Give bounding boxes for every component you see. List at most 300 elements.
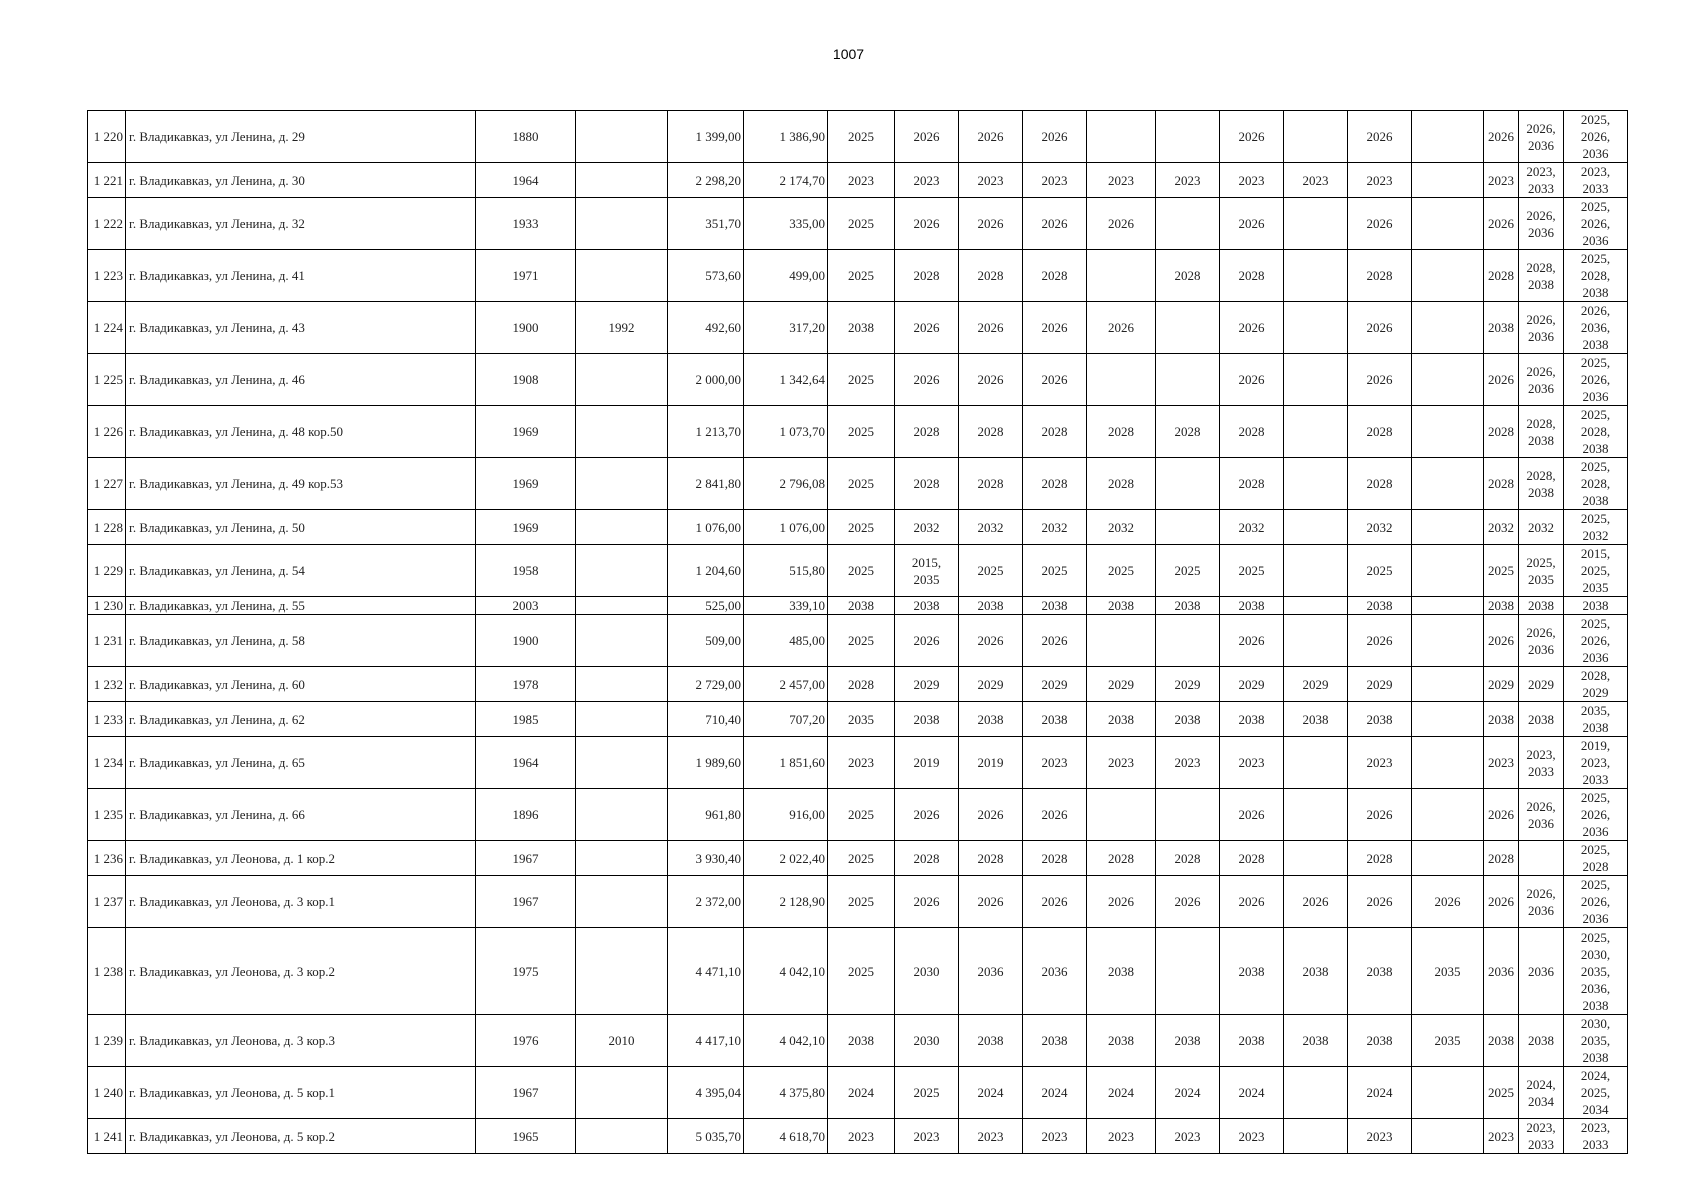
cell-work-year-9: 2038	[1348, 1015, 1412, 1067]
cell-work-year-8	[1284, 406, 1348, 458]
cell-year-renovated	[576, 250, 668, 302]
cell-work-year-4: 2036	[1023, 928, 1087, 1015]
table-row	[88, 615, 1628, 667]
cell-total-area: 573,60	[668, 250, 744, 302]
cell-work-year-5: 2029	[1087, 667, 1156, 702]
cell-work-year-9: 2028	[1348, 250, 1412, 302]
cell-work-year-6: 2029	[1156, 667, 1220, 702]
cell-year-built: 1933	[476, 198, 576, 250]
cell-work-year-10	[1412, 737, 1484, 789]
table-row	[88, 111, 1628, 163]
cell-year-built: 1978	[476, 667, 576, 702]
cell-total-area: 2 841,80	[668, 458, 744, 510]
cell-row-number: 1 221	[88, 163, 126, 198]
cell-survey-years: 2026, 2036	[1519, 789, 1564, 841]
cell-survey-years: 2026, 2036	[1519, 354, 1564, 406]
cell-work-year-9: 2023	[1348, 737, 1412, 789]
cell-work-year-10	[1412, 111, 1484, 163]
cell-total-area: 351,70	[668, 198, 744, 250]
cell-work-year-11: 2032	[1484, 510, 1519, 545]
cell-address: г. Владикавказ, ул Ленина, д. 30	[126, 163, 476, 198]
cell-work-year-11: 2026	[1484, 615, 1519, 667]
cell-row-number: 1 222	[88, 198, 126, 250]
cell-year-renovated	[576, 702, 668, 737]
cell-survey-years: 2028, 2038	[1519, 406, 1564, 458]
cell-total-area: 2 372,00	[668, 876, 744, 928]
cell-living-area: 1 386,90	[744, 111, 828, 163]
cell-work-year-6: 2028	[1156, 841, 1220, 876]
cell-row-number: 1 238	[88, 928, 126, 1015]
cell-work-year-1: 2035	[828, 702, 895, 737]
table-row	[88, 198, 1628, 250]
cell-work-year-1: 2025	[828, 789, 895, 841]
cell-work-year-3: 2023	[959, 163, 1023, 198]
cell-work-year-4: 2023	[1023, 1119, 1087, 1154]
cell-year-renovated	[576, 111, 668, 163]
cell-work-year-3: 2026	[959, 354, 1023, 406]
cell-year-built: 1969	[476, 458, 576, 510]
cell-work-year-1: 2024	[828, 1067, 895, 1119]
cell-work-year-7: 2026	[1220, 354, 1284, 406]
cell-work-year-10	[1412, 510, 1484, 545]
cell-work-year-7: 2028	[1220, 458, 1284, 510]
cell-work-year-5	[1087, 789, 1156, 841]
cell-work-year-2: 2026	[895, 111, 959, 163]
cell-work-year-4: 2023	[1023, 737, 1087, 789]
cell-survey-years: 2028, 2038	[1519, 250, 1564, 302]
cell-work-year-10	[1412, 250, 1484, 302]
cell-address: г. Владикавказ, ул Ленина, д. 50	[126, 510, 476, 545]
table-row	[88, 458, 1628, 510]
cell-work-year-3: 2024	[959, 1067, 1023, 1119]
cell-work-year-10	[1412, 789, 1484, 841]
cell-work-year-10	[1412, 841, 1484, 876]
table-row	[88, 1067, 1628, 1119]
cell-work-year-9: 2023	[1348, 163, 1412, 198]
cell-work-year-7: 2028	[1220, 250, 1284, 302]
cell-work-year-9: 2024	[1348, 1067, 1412, 1119]
cell-total-area: 4 395,04	[668, 1067, 744, 1119]
cell-work-year-9: 2026	[1348, 111, 1412, 163]
table-row	[88, 702, 1628, 737]
cell-work-year-7: 2038	[1220, 1015, 1284, 1067]
cell-planned-years: 2025, 2026, 2036	[1564, 111, 1628, 163]
cell-work-year-11: 2038	[1484, 702, 1519, 737]
cell-work-year-4: 2026	[1023, 302, 1087, 354]
cell-address: г. Владикавказ, ул Леонова, д. 5 кор.1	[126, 1067, 476, 1119]
cell-work-year-6	[1156, 458, 1220, 510]
cell-work-year-3: 2032	[959, 510, 1023, 545]
cell-year-built: 1967	[476, 841, 576, 876]
cell-planned-years: 2025, 2026, 2036	[1564, 789, 1628, 841]
cell-planned-years: 2025, 2028	[1564, 841, 1628, 876]
cell-survey-years: 2036	[1519, 928, 1564, 1015]
cell-year-built: 1964	[476, 163, 576, 198]
cell-row-number: 1 240	[88, 1067, 126, 1119]
cell-year-built: 1976	[476, 1015, 576, 1067]
cell-work-year-3: 2036	[959, 928, 1023, 1015]
cell-living-area: 1 342,64	[744, 354, 828, 406]
cell-living-area: 4 375,80	[744, 1067, 828, 1119]
cell-planned-years: 2025, 2030, 2035, 2036, 2038	[1564, 928, 1628, 1015]
cell-address: г. Владикавказ, ул Ленина, д. 49 кор.53	[126, 458, 476, 510]
cell-living-area: 2 022,40	[744, 841, 828, 876]
cell-planned-years: 2023, 2033	[1564, 163, 1628, 198]
cell-work-year-7: 2024	[1220, 1067, 1284, 1119]
cell-total-area: 1 076,00	[668, 510, 744, 545]
cell-survey-years: 2032	[1519, 510, 1564, 545]
cell-year-built: 1908	[476, 354, 576, 406]
cell-work-year-7: 2038	[1220, 928, 1284, 1015]
cell-work-year-10	[1412, 406, 1484, 458]
cell-total-area: 525,00	[668, 597, 744, 615]
cell-work-year-3: 2019	[959, 737, 1023, 789]
cell-total-area: 1 213,70	[668, 406, 744, 458]
cell-work-year-4: 2023	[1023, 163, 1087, 198]
cell-work-year-1: 2025	[828, 510, 895, 545]
cell-work-year-2: 2025	[895, 1067, 959, 1119]
cell-work-year-5: 2023	[1087, 163, 1156, 198]
cell-work-year-9: 2032	[1348, 510, 1412, 545]
cell-work-year-7: 2029	[1220, 667, 1284, 702]
table-row	[88, 510, 1628, 545]
cell-year-built: 1958	[476, 545, 576, 597]
cell-work-year-8	[1284, 615, 1348, 667]
cell-work-year-9: 2028	[1348, 406, 1412, 458]
cell-work-year-11: 2023	[1484, 737, 1519, 789]
cell-work-year-1: 2025	[828, 406, 895, 458]
cell-work-year-8: 2026	[1284, 876, 1348, 928]
cell-work-year-11: 2025	[1484, 545, 1519, 597]
cell-year-built: 1965	[476, 1119, 576, 1154]
cell-total-area: 2 298,20	[668, 163, 744, 198]
cell-year-renovated	[576, 667, 668, 702]
cell-year-renovated	[576, 928, 668, 1015]
cell-living-area: 1 076,00	[744, 510, 828, 545]
cell-work-year-3: 2028	[959, 458, 1023, 510]
cell-year-built: 1880	[476, 111, 576, 163]
cell-total-area: 961,80	[668, 789, 744, 841]
cell-work-year-2: 2030	[895, 1015, 959, 1067]
cell-work-year-6: 2028	[1156, 406, 1220, 458]
cell-living-area: 499,00	[744, 250, 828, 302]
cell-planned-years: 2025, 2028, 2038	[1564, 458, 1628, 510]
cell-work-year-4: 2038	[1023, 1015, 1087, 1067]
cell-work-year-10	[1412, 163, 1484, 198]
cell-work-year-6	[1156, 354, 1220, 406]
cell-work-year-4: 2026	[1023, 198, 1087, 250]
cell-row-number: 1 224	[88, 302, 126, 354]
cell-work-year-4: 2024	[1023, 1067, 1087, 1119]
cell-year-renovated	[576, 354, 668, 406]
cell-work-year-1: 2025	[828, 615, 895, 667]
cell-living-area: 2 457,00	[744, 667, 828, 702]
cell-work-year-11: 2025	[1484, 1067, 1519, 1119]
cell-work-year-10	[1412, 667, 1484, 702]
cell-work-year-4: 2028	[1023, 458, 1087, 510]
table-row	[88, 163, 1628, 198]
cell-address: г. Владикавказ, ул Леонова, д. 3 кор.1	[126, 876, 476, 928]
cell-survey-years: 2026, 2036	[1519, 111, 1564, 163]
table-row	[88, 928, 1628, 1015]
cell-planned-years: 2038	[1564, 597, 1628, 615]
cell-living-area: 485,00	[744, 615, 828, 667]
cell-year-renovated: 2010	[576, 1015, 668, 1067]
cell-work-year-5: 2026	[1087, 198, 1156, 250]
cell-work-year-9: 2026	[1348, 198, 1412, 250]
cell-work-year-1: 2038	[828, 1015, 895, 1067]
cell-work-year-7: 2026	[1220, 615, 1284, 667]
cell-address: г. Владикавказ, ул Леонова, д. 5 кор.2	[126, 1119, 476, 1154]
cell-work-year-4: 2028	[1023, 250, 1087, 302]
cell-planned-years: 2019, 2023, 2033	[1564, 737, 1628, 789]
cell-planned-years: 2025, 2026, 2036	[1564, 615, 1628, 667]
cell-work-year-10: 2035	[1412, 1015, 1484, 1067]
cell-survey-years: 2023, 2033	[1519, 737, 1564, 789]
cell-year-renovated	[576, 841, 668, 876]
cell-living-area: 515,80	[744, 545, 828, 597]
cell-work-year-8	[1284, 458, 1348, 510]
cell-survey-years: 2024, 2034	[1519, 1067, 1564, 1119]
cell-row-number: 1 230	[88, 597, 126, 615]
cell-work-year-2: 2026	[895, 789, 959, 841]
cell-year-built: 1985	[476, 702, 576, 737]
cell-living-area: 4 618,70	[744, 1119, 828, 1154]
cell-work-year-7: 2028	[1220, 406, 1284, 458]
cell-work-year-8	[1284, 545, 1348, 597]
cell-row-number: 1 228	[88, 510, 126, 545]
cell-total-area: 3 930,40	[668, 841, 744, 876]
cell-work-year-7: 2032	[1220, 510, 1284, 545]
cell-address: г. Владикавказ, ул Ленина, д. 41	[126, 250, 476, 302]
cell-work-year-1: 2025	[828, 250, 895, 302]
cell-living-area: 339,10	[744, 597, 828, 615]
cell-work-year-2: 2029	[895, 667, 959, 702]
cell-year-built: 1896	[476, 789, 576, 841]
cell-address: г. Владикавказ, ул Ленина, д. 66	[126, 789, 476, 841]
cell-work-year-7: 2023	[1220, 1119, 1284, 1154]
cell-address: г. Владикавказ, ул Ленина, д. 60	[126, 667, 476, 702]
cell-work-year-9: 2038	[1348, 702, 1412, 737]
cell-address: г. Владикавказ, ул Ленина, д. 43	[126, 302, 476, 354]
cell-work-year-3: 2038	[959, 1015, 1023, 1067]
cell-work-year-4: 2026	[1023, 789, 1087, 841]
cell-work-year-5: 2023	[1087, 1119, 1156, 1154]
cell-work-year-8	[1284, 111, 1348, 163]
cell-work-year-3: 2026	[959, 198, 1023, 250]
cell-work-year-7: 2026	[1220, 302, 1284, 354]
cell-year-built: 1967	[476, 1067, 576, 1119]
table-row	[88, 789, 1628, 841]
cell-work-year-3: 2025	[959, 545, 1023, 597]
cell-total-area: 2 000,00	[668, 354, 744, 406]
cell-year-built: 1971	[476, 250, 576, 302]
cell-work-year-5	[1087, 250, 1156, 302]
cell-work-year-9: 2028	[1348, 841, 1412, 876]
cell-work-year-9: 2023	[1348, 1119, 1412, 1154]
cell-work-year-3: 2028	[959, 250, 1023, 302]
cell-planned-years: 2025, 2028, 2038	[1564, 250, 1628, 302]
cell-work-year-2: 2026	[895, 198, 959, 250]
cell-work-year-4: 2028	[1023, 841, 1087, 876]
cell-work-year-4: 2038	[1023, 702, 1087, 737]
cell-work-year-10	[1412, 702, 1484, 737]
cell-year-built: 1900	[476, 302, 576, 354]
cell-work-year-11: 2028	[1484, 841, 1519, 876]
cell-address: г. Владикавказ, ул Ленина, д. 65	[126, 737, 476, 789]
cell-planned-years: 2035, 2038	[1564, 702, 1628, 737]
cell-year-renovated	[576, 789, 668, 841]
cell-work-year-2: 2028	[895, 841, 959, 876]
cell-survey-years: 2026, 2036	[1519, 302, 1564, 354]
cell-work-year-1: 2025	[828, 354, 895, 406]
cell-total-area: 5 035,70	[668, 1119, 744, 1154]
cell-work-year-11: 2026	[1484, 789, 1519, 841]
cell-work-year-9: 2025	[1348, 545, 1412, 597]
cell-work-year-5: 2032	[1087, 510, 1156, 545]
cell-year-renovated	[576, 545, 668, 597]
cell-work-year-6	[1156, 615, 1220, 667]
cell-work-year-4: 2026	[1023, 111, 1087, 163]
cell-work-year-7: 2026	[1220, 198, 1284, 250]
cell-work-year-3: 2038	[959, 702, 1023, 737]
cell-work-year-8	[1284, 1067, 1348, 1119]
cell-work-year-9: 2026	[1348, 789, 1412, 841]
cell-address: г. Владикавказ, ул Леонова, д. 3 кор.3	[126, 1015, 476, 1067]
cell-row-number: 1 239	[88, 1015, 126, 1067]
cell-row-number: 1 227	[88, 458, 126, 510]
cell-year-renovated	[576, 737, 668, 789]
cell-row-number: 1 233	[88, 702, 126, 737]
cell-living-area: 4 042,10	[744, 1015, 828, 1067]
table-row	[88, 545, 1628, 597]
cell-work-year-3: 2023	[959, 1119, 1023, 1154]
cell-total-area: 492,60	[668, 302, 744, 354]
cell-planned-years: 2025, 2028, 2038	[1564, 406, 1628, 458]
cell-year-built: 1967	[476, 876, 576, 928]
cell-living-area: 2 128,90	[744, 876, 828, 928]
cell-work-year-6: 2023	[1156, 1119, 1220, 1154]
cell-work-year-2: 2023	[895, 1119, 959, 1154]
cell-work-year-2: 2026	[895, 354, 959, 406]
cell-total-area: 2 729,00	[668, 667, 744, 702]
cell-work-year-4: 2028	[1023, 406, 1087, 458]
cell-planned-years: 2025, 2026, 2036	[1564, 354, 1628, 406]
cell-work-year-6: 2038	[1156, 597, 1220, 615]
cell-work-year-8	[1284, 789, 1348, 841]
cell-address: г. Владикавказ, ул Ленина, д. 32	[126, 198, 476, 250]
table-row	[88, 406, 1628, 458]
cell-work-year-10	[1412, 354, 1484, 406]
cell-work-year-8: 2038	[1284, 928, 1348, 1015]
cell-total-area: 1 989,60	[668, 737, 744, 789]
cell-work-year-11: 2038	[1484, 1015, 1519, 1067]
cell-work-year-5: 2023	[1087, 737, 1156, 789]
cell-work-year-9: 2026	[1348, 615, 1412, 667]
cell-row-number: 1 235	[88, 789, 126, 841]
table-row	[88, 302, 1628, 354]
cell-survey-years: 2028, 2038	[1519, 458, 1564, 510]
cell-year-renovated	[576, 458, 668, 510]
cell-row-number: 1 226	[88, 406, 126, 458]
cell-planned-years: 2028, 2029	[1564, 667, 1628, 702]
cell-work-year-6	[1156, 111, 1220, 163]
cell-living-area: 1 073,70	[744, 406, 828, 458]
cell-year-built: 1969	[476, 406, 576, 458]
cell-row-number: 1 223	[88, 250, 126, 302]
table-row	[88, 250, 1628, 302]
cell-survey-years: 2026, 2036	[1519, 198, 1564, 250]
cell-survey-years: 2038	[1519, 702, 1564, 737]
cell-row-number: 1 229	[88, 545, 126, 597]
cell-work-year-7: 2023	[1220, 737, 1284, 789]
cell-planned-years: 2023, 2033	[1564, 1119, 1628, 1154]
cell-work-year-8: 2038	[1284, 1015, 1348, 1067]
cell-work-year-1: 2025	[828, 198, 895, 250]
cell-work-year-8	[1284, 198, 1348, 250]
cell-work-year-5	[1087, 354, 1156, 406]
cell-year-renovated	[576, 1067, 668, 1119]
cell-work-year-2: 2015, 2035	[895, 545, 959, 597]
cell-work-year-11: 2026	[1484, 354, 1519, 406]
cell-living-area: 4 042,10	[744, 928, 828, 1015]
cell-work-year-7: 2026	[1220, 111, 1284, 163]
cell-planned-years: 2025, 2026, 2036	[1564, 198, 1628, 250]
table-body	[88, 111, 1628, 1154]
cell-address: г. Владикавказ, ул Ленина, д. 55	[126, 597, 476, 615]
cell-work-year-5	[1087, 111, 1156, 163]
cell-total-area: 710,40	[668, 702, 744, 737]
cell-work-year-3: 2026	[959, 789, 1023, 841]
cell-living-area: 1 851,60	[744, 737, 828, 789]
cell-work-year-1: 2025	[828, 458, 895, 510]
cell-work-year-10	[1412, 1067, 1484, 1119]
cell-work-year-6: 2028	[1156, 250, 1220, 302]
cell-work-year-2: 2030	[895, 928, 959, 1015]
cell-row-number: 1 236	[88, 841, 126, 876]
cell-work-year-9: 2028	[1348, 458, 1412, 510]
cell-address: г. Владикавказ, ул Ленина, д. 54	[126, 545, 476, 597]
cell-year-renovated	[576, 510, 668, 545]
cell-work-year-8	[1284, 354, 1348, 406]
cell-work-year-3: 2026	[959, 876, 1023, 928]
cell-year-renovated	[576, 1119, 668, 1154]
cell-total-area: 509,00	[668, 615, 744, 667]
cell-work-year-11: 2038	[1484, 302, 1519, 354]
cell-year-built: 1969	[476, 510, 576, 545]
cell-work-year-11: 2028	[1484, 250, 1519, 302]
cell-survey-years: 2023, 2033	[1519, 1119, 1564, 1154]
cell-work-year-2: 2023	[895, 163, 959, 198]
cell-year-built: 1975	[476, 928, 576, 1015]
cell-year-renovated	[576, 198, 668, 250]
cell-year-renovated	[576, 876, 668, 928]
cell-work-year-2: 2038	[895, 702, 959, 737]
cell-work-year-7: 2023	[1220, 163, 1284, 198]
cell-work-year-11: 2023	[1484, 163, 1519, 198]
cell-living-area: 916,00	[744, 789, 828, 841]
table-row	[88, 1015, 1628, 1067]
table-row	[88, 667, 1628, 702]
cell-year-built: 1964	[476, 737, 576, 789]
cell-work-year-6	[1156, 510, 1220, 545]
cell-work-year-6: 2023	[1156, 163, 1220, 198]
table-row	[88, 876, 1628, 928]
cell-work-year-5: 2038	[1087, 928, 1156, 1015]
cell-work-year-1: 2025	[828, 928, 895, 1015]
cell-work-year-5: 2026	[1087, 302, 1156, 354]
cell-work-year-1: 2025	[828, 545, 895, 597]
